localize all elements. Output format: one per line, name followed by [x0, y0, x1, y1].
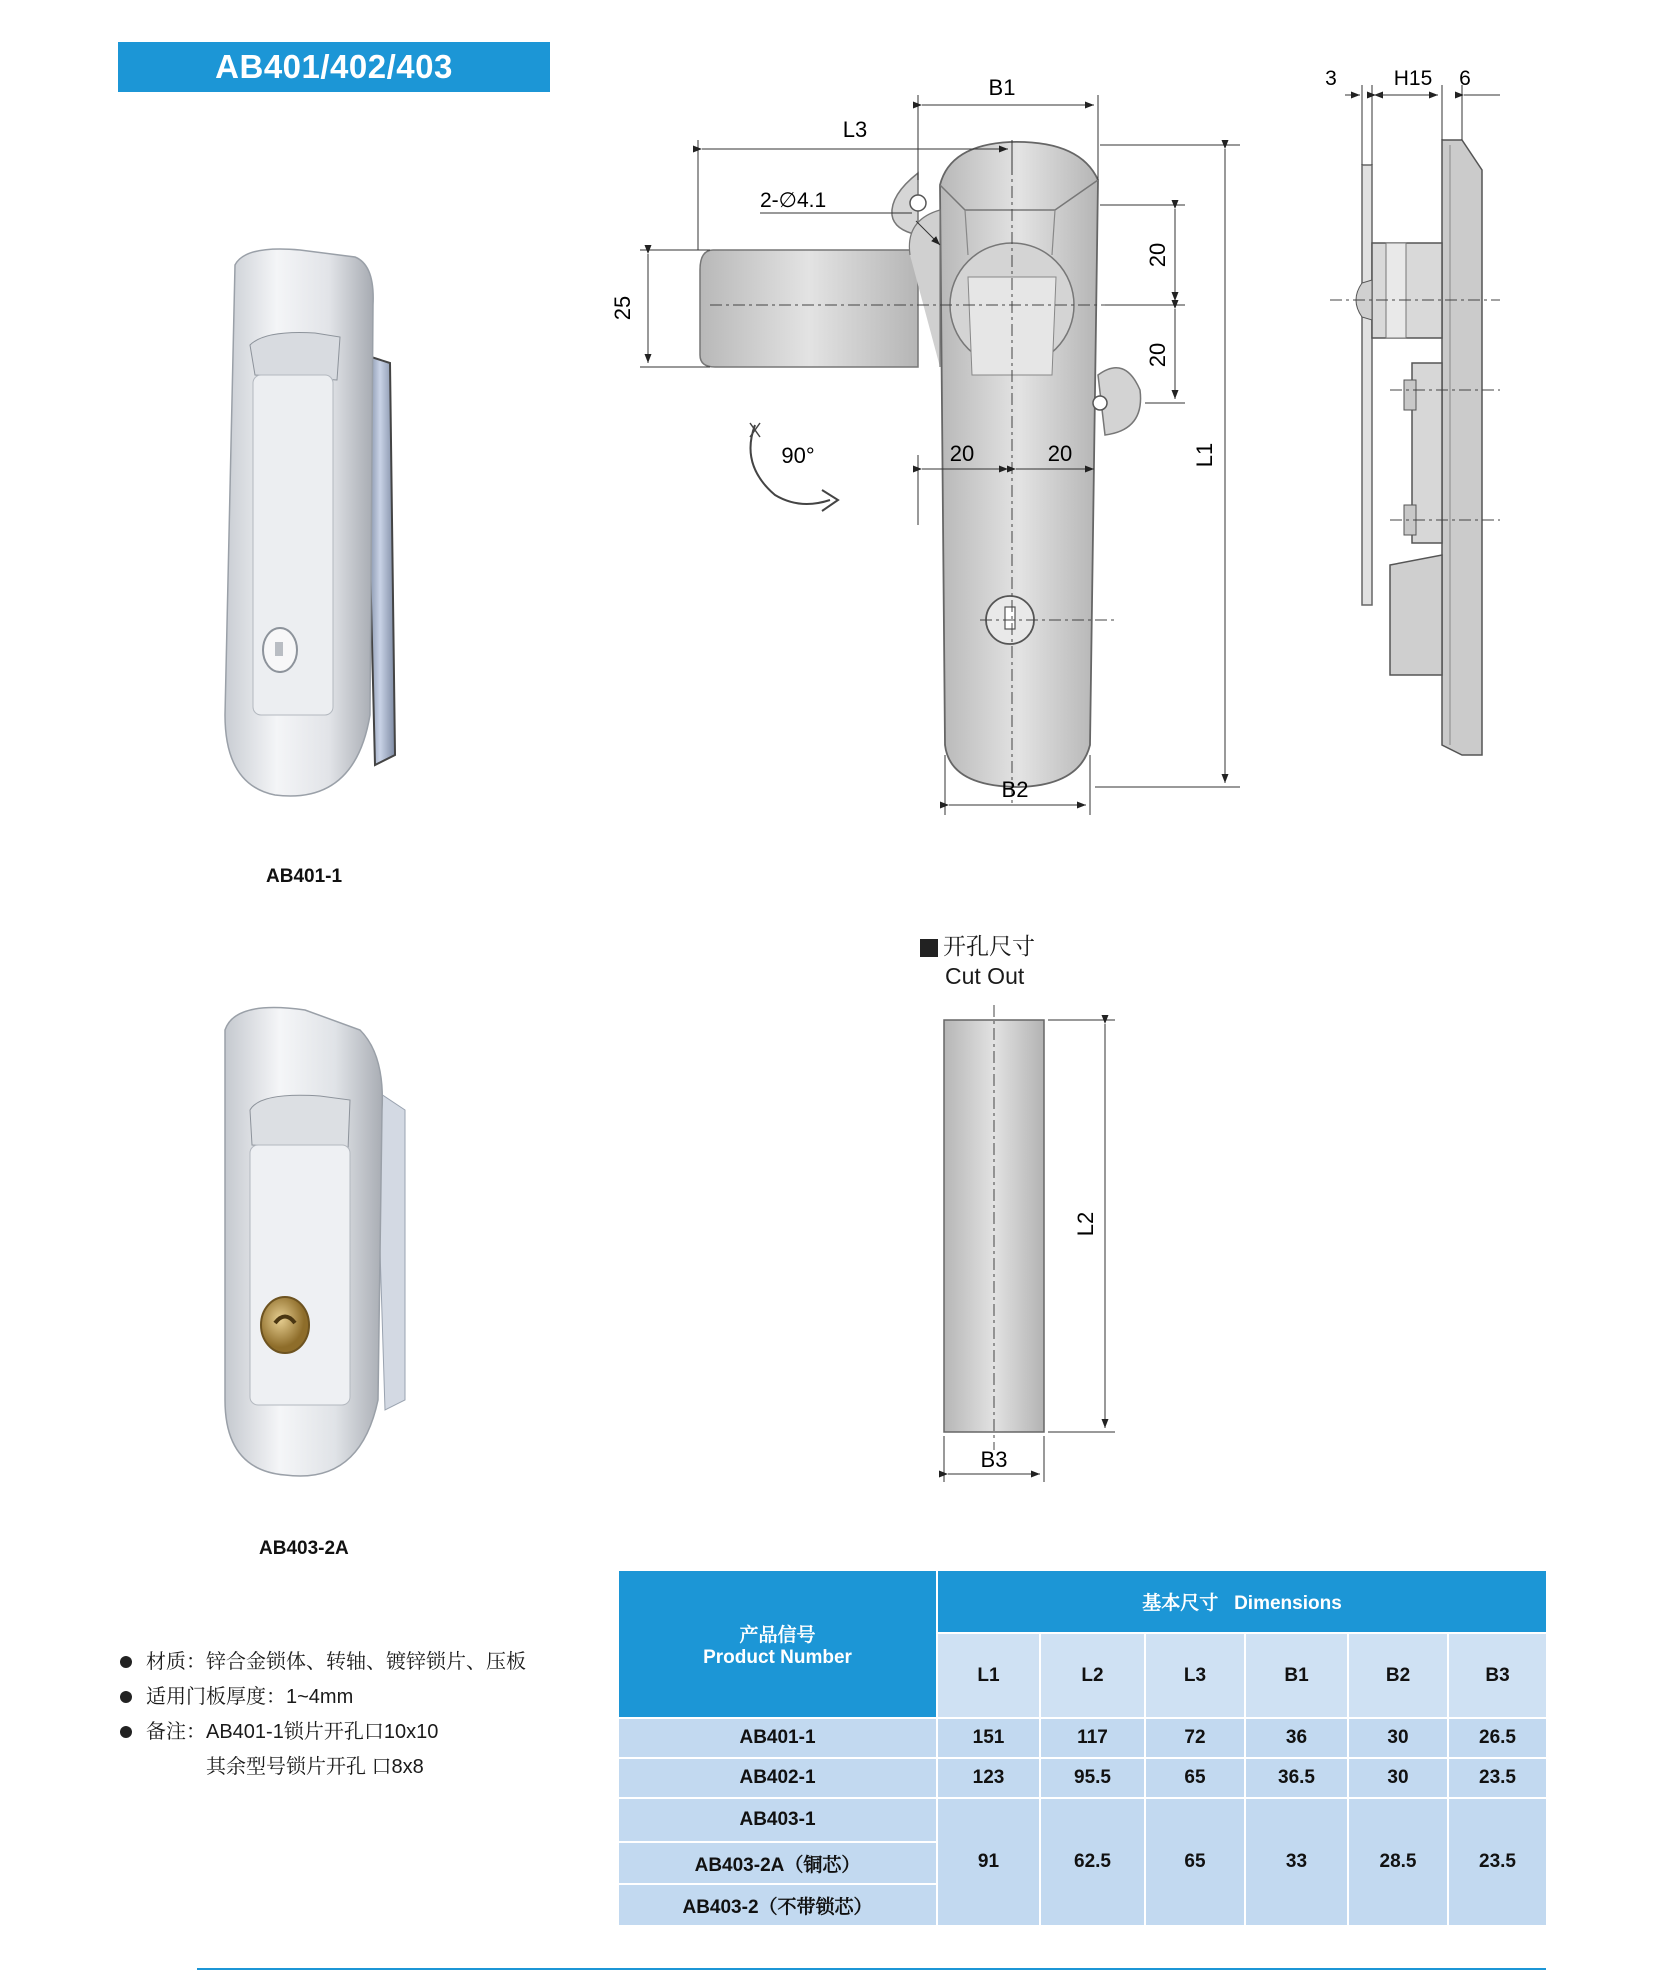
- column-header-b1: B1: [1245, 1633, 1348, 1718]
- dim-20-left: 20: [949, 441, 975, 466]
- spec-material: 材质：锌合金锁体、转轴、镀锌锁片、压板: [116, 1645, 616, 1680]
- dim-25: 25: [610, 295, 635, 321]
- dim-side-3: 3: [1325, 67, 1337, 90]
- column-header-b3: B3: [1448, 1633, 1547, 1718]
- dim-20-upper: 20: [1145, 242, 1170, 268]
- dim-hole: 2-∅4.1: [760, 189, 827, 212]
- table-row: AB402-1 123 95.5 65 36.5 30 23.5: [618, 1758, 1547, 1798]
- dimensions-header: 基本尺寸 Dimensions: [937, 1570, 1547, 1633]
- spec-thickness: 适用门板厚度：1~4mm: [116, 1680, 616, 1715]
- bottom-rule: [197, 1968, 1546, 1970]
- product-number-header: 产品信号 Product Number: [618, 1570, 937, 1718]
- table-row: AB403-2（不带锁芯）: [618, 1884, 1547, 1926]
- dim-side-6: 6: [1459, 67, 1471, 90]
- product-photo-ab401-1: [205, 245, 420, 810]
- dim-20-right: 20: [1047, 441, 1073, 466]
- column-header-l3: L3: [1145, 1633, 1245, 1718]
- dim-b3: B3: [980, 1447, 1008, 1472]
- dim-l2: L2: [1073, 1211, 1098, 1237]
- table-row: AB403-2A（铜芯）: [618, 1842, 1547, 1884]
- dimensions-table: [617, 1569, 1548, 1927]
- page-title: AB401/402/403: [118, 42, 550, 92]
- product-caption-ab401-1: AB401-1: [266, 866, 343, 887]
- product-photo-ab403-2a: [210, 1000, 425, 1485]
- spec-note-continued: 其余型号锁片开孔 口8x8: [206, 1756, 424, 1778]
- cutout-title-en: Cut Out: [945, 963, 1025, 989]
- bullet-icon: [120, 1726, 132, 1738]
- dim-b2: B2: [1001, 777, 1029, 802]
- square-bullet-icon: [920, 939, 938, 957]
- bullet-icon: [120, 1656, 132, 1668]
- dim-h15: H15: [1393, 67, 1433, 90]
- column-header-l2: L2: [1040, 1633, 1145, 1718]
- cutout-drawing: [930, 1000, 1130, 1490]
- dim-l1: L1: [1192, 442, 1217, 468]
- bullet-icon: [120, 1691, 132, 1703]
- technical-drawing-side: [1290, 55, 1520, 775]
- technical-drawing-front: [600, 45, 1260, 825]
- cutout-title: [920, 933, 1035, 991]
- column-header-l1: L1: [937, 1633, 1040, 1718]
- dim-90-angle: 90°: [781, 443, 815, 468]
- table-row: AB401-1 151 117 72 36 30 26.5: [618, 1718, 1547, 1758]
- product-caption-ab403-2a: AB403-2A: [259, 1538, 349, 1559]
- dim-l3: L3: [842, 117, 868, 142]
- column-header-b2: B2: [1348, 1633, 1448, 1718]
- dim-20-lower: 20: [1145, 342, 1170, 368]
- spec-note: 备注：AB401-1锁片开孔口10x10: [116, 1715, 616, 1750]
- spec-list: [116, 1645, 616, 1785]
- cutout-title-cn: 开孔尺寸: [943, 934, 1035, 960]
- table-row: AB403-1 91 62.5 65 33 28.5 23.5: [618, 1798, 1547, 1842]
- dim-b1: B1: [988, 75, 1016, 100]
